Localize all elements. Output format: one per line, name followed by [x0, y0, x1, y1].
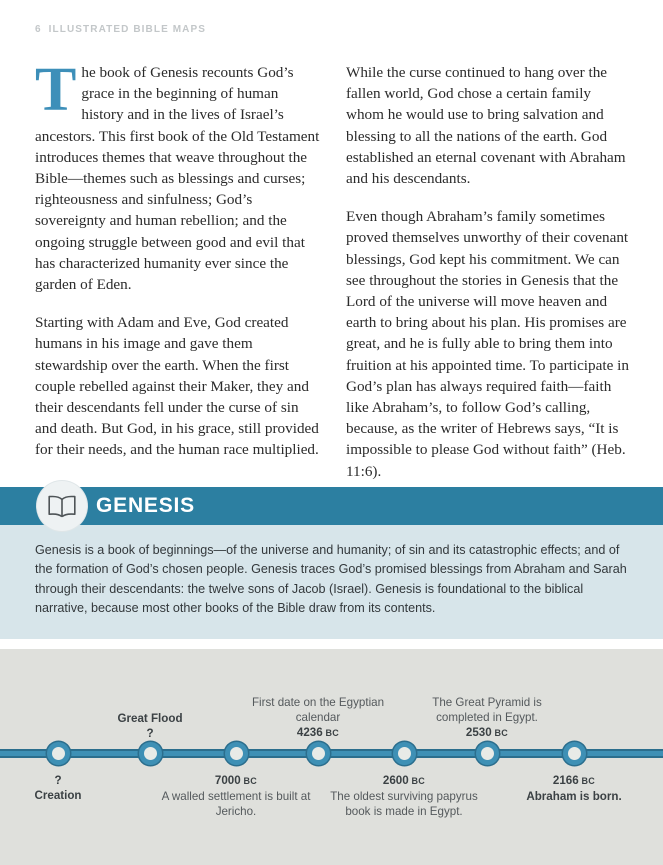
timeline [0, 649, 663, 865]
timeline-event-title: Great Flood [117, 712, 183, 725]
paragraph: Even though Abraham’s family sometimes proved themselves unworthy of their covenant blessings, God kept his commitment. We can see throughout the stories in Genesis that the Lord of the universe will move heaven and earth to bring about his plan. His promises are great, and he is fully able to bring them into fruition at his appointed time. To participate in God’s plan has always required faith—faith like Abraham’s, to follow God’s calling, because, as the writer of Hebrews says, “It is impossible to please God without faith” (Heb. 11:6). [346, 208, 629, 480]
open-book-icon [37, 481, 87, 531]
article-body [35, 56, 632, 482]
callout-header [0, 487, 663, 525]
paragraph [35, 56, 321, 295]
timeline-date: 2600 BC [382, 774, 426, 787]
timeline-node[interactable] [393, 742, 416, 765]
drop-cap: T [35, 56, 77, 124]
timeline-node[interactable] [225, 742, 248, 765]
timeline-label [324, 773, 484, 819]
timeline-era: BC [322, 728, 340, 738]
timeline-date: ? [54, 774, 62, 787]
timeline-node[interactable] [476, 742, 499, 765]
callout-description: Genesis is a book of beginnings—of the universe and humanity; of sin and its catastrophic effects; and of the formation of God’s chosen people. Genesis traces God’s promised blessings from Abraham and Sarah through their descendants: the twelve sons of Jacob (Israel). Genesis is foundational to the biblical narrative, because most other books of the Bible draw from its contents. [35, 543, 627, 616]
timeline-date: 4236 BC [296, 726, 340, 739]
page-number: 6 [35, 24, 42, 35]
timeline-era: BC [240, 776, 258, 786]
timeline-date: ? [146, 727, 154, 740]
callout-title: GENESIS [96, 494, 195, 517]
timeline-node[interactable] [47, 742, 70, 765]
book-title: ILLUSTRATED BIBLE MAPS [48, 24, 207, 35]
timeline-label [407, 695, 567, 741]
timeline-date: 2530 BC [465, 726, 509, 739]
timeline-date: 7000 BC [214, 774, 258, 787]
timeline-label [156, 773, 316, 819]
timeline-event-description: The Great Pyramid is completed in Egypt. [432, 696, 542, 724]
paragraph-text: he book of Genesis recounts God’s grace in the beginning of human history and in the lives of Israel’s ancestors. This first book of the Old Testament introduces themes that weave throughout the Bible—themes such as blessings and curses; righteousness and sinfulness; God’s sovereignty and human rebellion; and the ongoing struggle between good and evil that has characterized humanity ever since the garden of Eden. [35, 64, 320, 294]
timeline-node[interactable] [139, 742, 162, 765]
timeline-era: BC [491, 728, 509, 738]
timeline-event-description: A walled settlement is built at Jericho. [161, 790, 311, 818]
timeline-node[interactable] [563, 742, 586, 765]
timeline-event-title: Creation [34, 789, 82, 802]
timeline-label [238, 695, 398, 741]
timeline-era: BC [578, 776, 596, 786]
timeline-date: 2166 BC [552, 774, 596, 787]
timeline-event-description: Abraham is born. [526, 790, 622, 803]
paragraph: While the curse continued to hang over the fallen world, God chose a certain family whom he would use to bring salvation and blessing to all the nations of the earth. God established an eternal covenant with Abraham and his descendants. [346, 64, 626, 188]
running-head [35, 24, 206, 35]
timeline-era: BC [408, 776, 426, 786]
timeline-label [70, 711, 230, 741]
timeline-label [494, 773, 654, 804]
timeline-node[interactable] [307, 742, 330, 765]
callout-body [0, 525, 663, 639]
text-column-right [346, 62, 632, 482]
genesis-callout [0, 487, 663, 639]
timeline-event-description: First date on the Egyptian calendar [251, 696, 385, 724]
paragraph: Starting with Adam and Eve, God created humans in his image and gave them stewardship over the earth. When the first couple rebelled against their Maker, they and their descendants fell under the curse of sin and death. But God, in his grace, still provided for their needs, and the human race multiplied. [35, 314, 319, 459]
timeline-label [0, 773, 138, 803]
timeline-event-description: The oldest surviving papyrus book is made in Egypt. [330, 790, 478, 818]
text-column-left [35, 56, 321, 482]
